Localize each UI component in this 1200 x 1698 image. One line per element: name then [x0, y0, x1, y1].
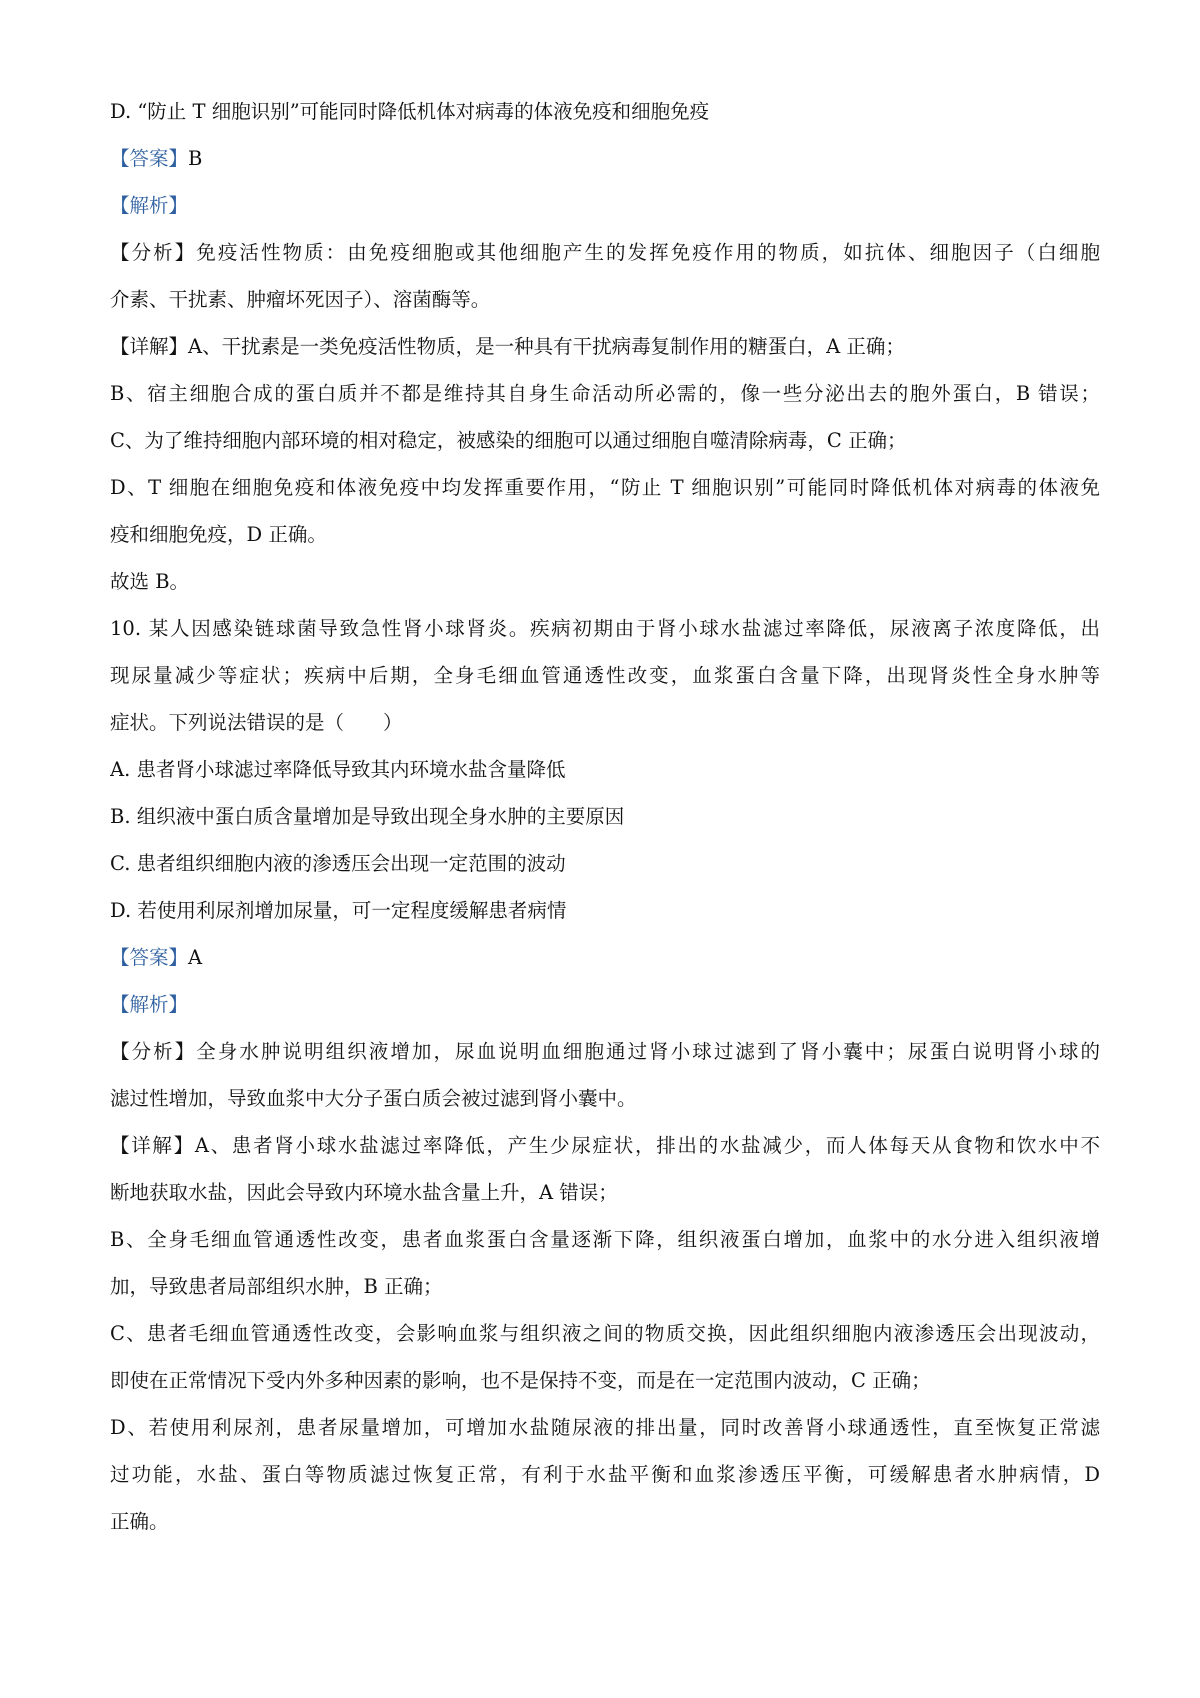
q10-option-c: C. 患者组织细胞内液的渗透压会出现一定范围的波动: [110, 852, 566, 875]
q10-answer: [110, 934, 1100, 981]
q10-detail-d3: 正确。: [110, 1510, 169, 1533]
q9-fenxi-line2: 介素、干扰素、肿瘤坏死因子）、溶菌酶等。: [110, 288, 491, 311]
q10-stem2: 现尿量减少等症状；疾病中后期，全身毛细血管通透性改变，血浆蛋白含量下降，出现肾炎性全身水肿等: [110, 664, 1100, 687]
q10-stem1: 10. 某人因感染链球菌导致急性肾小球肾炎。疾病初期由于肾小球水盐滤过率降低，尿液离子浓度降低，出: [110, 617, 1100, 640]
q9-conclusion: 故选 B。: [110, 570, 190, 593]
answer-label: 【答案】: [110, 147, 189, 170]
document-page: [110, 88, 1100, 1545]
answer-value: A: [188, 946, 203, 969]
q9-detail-b: B、宿主细胞合成的蛋白质并不都是维持其自身生命活动所必需的，像一些分泌出去的胞外蛋白，B 错误；: [110, 382, 1100, 405]
answer-label: 【答案】: [110, 946, 189, 969]
q9-option-d: D. “防止 T 细胞识别”可能同时降低机体对病毒的体液免疫和细胞免疫: [110, 100, 710, 123]
fenxi-label: 【分析】: [110, 241, 197, 264]
q9-detail-a: 【详解】A、干扰素是一类免疫活性物质，是一种具有干扰病毒复制作用的糖蛋白，A 正确；: [110, 335, 905, 358]
q10-option-d: D. 若使用利尿剂增加尿量，可一定程度缓解患者病情: [110, 899, 567, 922]
q9-detail-d2: 疫和细胞免疫，D 正确。: [110, 523, 327, 546]
q9-detail-d1: D、T 细胞在细胞免疫和体液免疫中均发挥重要作用，“防止 T 细胞识别”可能同时降低机体对病毒的体液免: [110, 476, 1100, 499]
fenxi-label: 【分析】: [110, 1040, 197, 1063]
detail-label: 【详解】: [110, 335, 189, 358]
q10-detail-a2: 断地获取水盐，因此会导致内环境水盐含量上升，A 错误；: [110, 1181, 618, 1204]
answer-value: B: [188, 147, 203, 170]
q10-fenxi-line2: 滤过性增加，导致血浆中大分子蛋白质会被过滤到肾小囊中。: [110, 1087, 637, 1110]
q9-answer: [110, 135, 1100, 182]
q9-fenxi-line1: 【分析】免疫活性物质：由免疫细胞或其他细胞产生的发挥免疫作用的物质，如抗体、细胞因子（白细胞: [110, 241, 1100, 264]
q10-stem3: 症状。下列说法错误的是（ ）: [110, 711, 403, 734]
q10-detail-c2: 即使在正常情况下受内外多种因素的影响，也不是保持不变，而是在一定范围内波动，C 正确；: [110, 1369, 931, 1392]
q10-option-b: B. 组织液中蛋白质含量增加是导致出现全身水肿的主要原因: [110, 805, 625, 828]
q10-option-a: A. 患者肾小球滤过率降低导致其内环境水盐含量降低: [110, 758, 566, 781]
q9-analysis-label: 【解析】: [110, 194, 189, 217]
q10-detail-d2: 过功能，水盐、蛋白等物质滤过恢复正常，有利于水盐平衡和血浆渗透压平衡，可缓解患者水肿病情，D: [110, 1463, 1100, 1486]
q10-detail-b2: 加，导致患者局部组织水肿，B 正确；: [110, 1275, 443, 1298]
q10-detail-b1: B、全身毛细血管通透性改变，患者血浆蛋白含量逐渐下降，组织液蛋白增加，血浆中的水分进入组织液增: [110, 1228, 1100, 1251]
q9-detail-c: C、为了维持细胞内部环境的相对稳定，被感染的细胞可以通过细胞自噬清除病毒，C 正确；: [110, 429, 907, 452]
q10-detail-d1: D、若使用利尿剂，患者尿量增加，可增加水盐随尿液的排出量，同时改善肾小球通透性，直至恢复正常滤: [110, 1416, 1100, 1439]
detail-label: 【详解】: [110, 1134, 195, 1157]
q10-fenxi-line1: 【分析】全身水肿说明组织液增加，尿血说明血细胞通过肾小球过滤到了肾小囊中；尿蛋白说明肾小球的: [110, 1040, 1100, 1063]
q10-detail-a1: 【详解】A、患者肾小球水盐滤过率降低，产生少尿症状，排出的水盐减少，而人体每天从食物和饮水中不: [110, 1134, 1100, 1157]
q10-analysis-label: 【解析】: [110, 993, 189, 1016]
q10-detail-c1: C、患者毛细血管通透性改变，会影响血浆与组织液之间的物质交换，因此组织细胞内液渗透压会出现波动，: [110, 1322, 1100, 1345]
